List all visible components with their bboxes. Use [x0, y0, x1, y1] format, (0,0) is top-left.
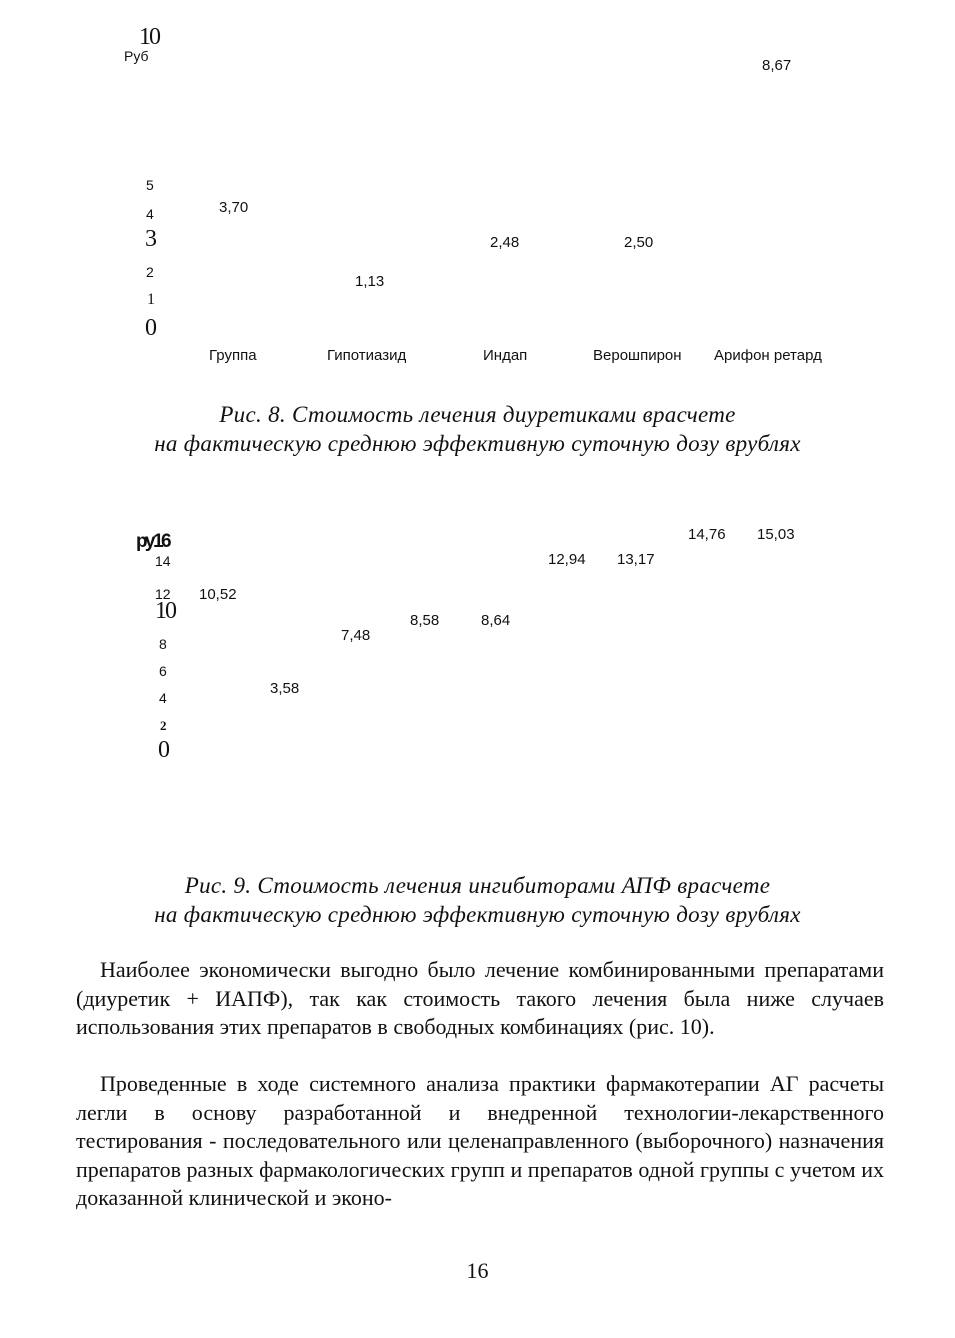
category-label: Арифон ретард [714, 347, 822, 364]
y-tick-1: 1 [147, 291, 155, 308]
caption-line: Рис. 8. Стоимость лечения диуретиками врасчете [219, 402, 736, 427]
category-label: Индап [483, 347, 528, 364]
data-label: 1,13 [355, 273, 385, 290]
data-label: 2,50 [624, 234, 654, 251]
y-tick-3: 3 [145, 226, 157, 252]
y-tick-6: 6 [159, 663, 167, 679]
data-label: 14,76 [688, 526, 726, 543]
y-tick-4: 4 [146, 206, 154, 222]
data-label: 3,58 [270, 680, 300, 697]
data-label: 8,58 [410, 612, 440, 629]
body-paragraph: Наиболее экономически выгодно было лечение комбинированными препаратами (диуретик + ИАПФ), так как стоимость такого лечения была ниже случаев использования этих препаратов в свободных комбинациях (рис. 10). [76, 957, 884, 1039]
figure-9-caption [0, 871, 955, 929]
caption-line: на фактическую среднюю эффективную суточную дозу врублях [154, 431, 801, 456]
data-label: 8,67 [762, 57, 792, 74]
y-axis-label [136, 531, 169, 553]
y-tick-4: 4 [159, 690, 167, 706]
data-label: 2,48 [490, 234, 520, 251]
y-tick-8: 8 [159, 636, 167, 652]
data-label: 15,03 [757, 526, 795, 543]
figure-8-caption [0, 400, 955, 458]
page-number: 16 [466, 1258, 489, 1283]
caption-line: на фактическую среднюю эффективную суточную дозу врублях [154, 902, 801, 927]
y-tick-2: 2 [160, 718, 167, 733]
y-tick-10: 10 [155, 598, 175, 624]
y-tick-2: 2 [146, 264, 154, 280]
category-label: Гипотиазид [327, 347, 407, 364]
data-label: 8,64 [481, 612, 511, 629]
body-paragraph: Проведенные в ходе системного анализа практики фармакотерапии АГ расчеты легли в основу разработанной и внедренной технологии-лекарственного тестирования - последовательного или целенаправленного (выборочного) назначения препаратов разных фармакологических групп и препаратов одной группы с учетом их доказанной клинической и эконо- [76, 1071, 884, 1210]
y-tick-0: 0 [145, 315, 157, 341]
data-label: 12,94 [548, 551, 586, 568]
data-label: 3,70 [219, 199, 249, 216]
y-axis-unit: ру [136, 531, 153, 552]
data-label: 7,48 [341, 627, 371, 644]
y-axis-label: Руб [124, 48, 149, 64]
y-tick-12: 12 [155, 586, 171, 602]
y-tick-10: 10 [139, 24, 159, 50]
y-tick-16: 16 [152, 531, 170, 552]
caption-line: Рис. 9. Стоимость лечения ингибиторами АПФ врасчете [184, 873, 771, 898]
y-tick-5: 5 [146, 177, 154, 193]
category-label: Группа [209, 347, 257, 364]
data-label: 10,52 [199, 586, 237, 603]
y-tick-14: 14 [155, 553, 171, 569]
y-tick-0: 0 [158, 737, 170, 763]
category-label: Верошпирон [593, 347, 682, 364]
data-label: 13,17 [617, 551, 655, 568]
